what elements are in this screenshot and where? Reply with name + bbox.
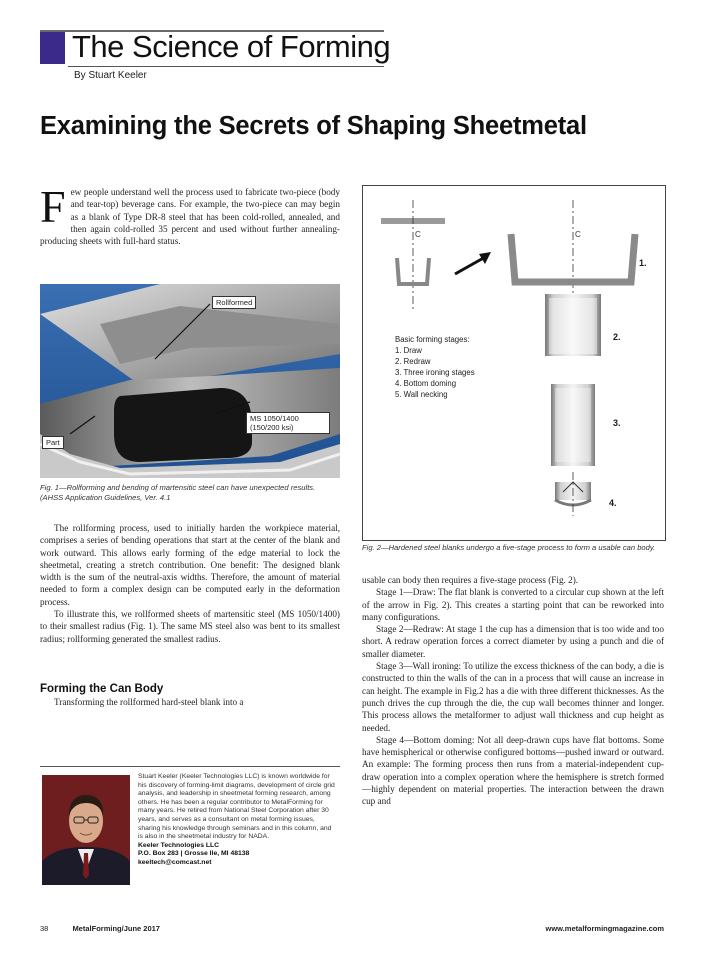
right-body bbox=[362, 574, 664, 808]
section-title: The Science of Forming bbox=[72, 29, 391, 64]
rollformed-part-illustration bbox=[40, 284, 340, 478]
right-paragraph: Stage 2—Redraw: At stage 1 the cup has a dimension that is too wide and too short. A redraw operation forces a correct diameter by using a punch and die of smaller diameter. bbox=[362, 624, 664, 659]
page-number: 38 bbox=[40, 924, 49, 933]
stage-number-1: 1. bbox=[639, 258, 647, 268]
centerline-label-left: C bbox=[415, 230, 421, 239]
magazine-issue: MetalForming/June 2017 bbox=[72, 924, 160, 933]
author-portrait bbox=[42, 775, 130, 885]
left-paragraph: To illustrate this, we rollformed sheets of martensitic steel (MS 1050/1400) to their smallest radius (Fig. 1). The same MS steel also was bent to its smallest radius; rollforming generated the smallest radius. bbox=[40, 609, 340, 644]
callout-rollformed: Rollformed bbox=[212, 296, 256, 309]
centerline-label-right: C bbox=[575, 230, 581, 239]
footer-url[interactable]: www.metalformingmagazine.com bbox=[545, 924, 664, 933]
right-paragraph: Stage 1—Draw: The flat blank is converted to a circular cup shown at the left of the arrow in Fig. 2). This creates a starting point that can be reworked into many configurations. bbox=[362, 587, 664, 622]
article-headline: Examining the Secrets of Shaping Sheetmetal bbox=[40, 112, 587, 140]
right-paragraph: Stage 4—Bottom doming: Not all deep-drawn cups have flat bottoms. Some have hemispherical or otherwise configured bottoms—pushed inward or outward. An example: The forming process then runs from a material-independent cup-draw operation into a complex operation where the hemisphere is stretch formed—highly dependent on material properties. The interaction between the drawn cup and bbox=[362, 734, 664, 807]
stage-item: 5. Wall necking bbox=[395, 390, 448, 399]
author-email[interactable]: keeltech@comcast.net bbox=[138, 858, 212, 866]
byline: By Stuart Keeler bbox=[74, 70, 147, 81]
figure-2-caption: Fig. 2—Hardened steel blanks undergo a five-stage process to form a usable can body. bbox=[362, 543, 656, 552]
figure-2-diagram bbox=[362, 185, 666, 541]
author-bio: Stuart Keeler (Keeler Technologies LLC) is known worldwide for his discovery of forming-limit diagrams, development of circle grid analysis, and leadership in sheetmetal forming research, among others. He has been a regular contributor to MetalForming for many years. He retired from National Steel Corporation after 30 years, and serves as a consultant on metal forming issues, sharing his knowledge through seminars and in this column, and is also in the sheetmetal industry for NADA. bbox=[138, 773, 335, 841]
right-paragraph: usable can body then requires a five-stage process (Fig. 2). bbox=[362, 575, 579, 585]
lead-paragraph bbox=[40, 181, 340, 247]
footer-left bbox=[40, 924, 160, 933]
stage-item: 1. Draw bbox=[395, 346, 422, 355]
lead-text: ew people understand well the process used to fabricate two-piece (body and tear-top) beverage cans. For example, the two-piece can may begin as a blank of Type DR-8 steel that has been cold-rolled, annealed, and then again cold-rolled 35 percent and used without further annealing-producing sheets with full-hard status. bbox=[40, 187, 340, 247]
drop-cap: F bbox=[40, 181, 66, 232]
left-body-2 bbox=[40, 696, 340, 708]
forming-stages-list bbox=[395, 334, 475, 400]
header-underline bbox=[68, 66, 384, 67]
left-paragraph: The rollforming process, used to initially harden the workpiece material, comprises a series of bending operations that start at the center of the blank and work outward. This allows early forming of the edge material to lock the sheetmetal, creating a stretch contribution. One benefit: The designed blank width is the sum of the neutral-axis widths. Therefore, the amount of material needed to form a complex design can be computed early in the deformation process. bbox=[40, 523, 340, 607]
callout-ms-grade bbox=[246, 412, 330, 434]
callout-part: Part bbox=[42, 436, 64, 449]
right-paragraph: Stage 3—Wall ironing: To utilize the excess thickness of the can body, a die is constructed to thin the walls of the can in a process that will cause an increase in can height. The example in Fig.2 has a die with three different thicknesses. As the punch drives the cup through the die, the cup wall becomes thinner and longer. This process allows the metalformer to adjust wall thickness and cup height as needed. bbox=[362, 661, 664, 733]
author-photo bbox=[42, 775, 130, 885]
subhead: Forming the Can Body bbox=[40, 683, 164, 695]
stage-item: 2. Redraw bbox=[395, 357, 431, 366]
stage-number-3: 3. bbox=[613, 418, 621, 428]
callout-ms-line1: MS 1050/1400 bbox=[250, 414, 299, 423]
callout-ms-line2: (150/200 ksi) bbox=[250, 423, 294, 432]
stage-item: 4. Bottom doming bbox=[395, 379, 457, 388]
stage-item: 3. Three ironing stages bbox=[395, 368, 475, 377]
author-bio-box bbox=[40, 766, 340, 893]
section-color-block bbox=[40, 32, 65, 64]
author-company: Keeler Technologies LLC bbox=[138, 841, 220, 849]
author-address: P.O. Box 283 | Grosse Ile, MI 48138 bbox=[138, 850, 250, 858]
stages-list-title: Basic forming stages: bbox=[395, 335, 470, 344]
figure-1-caption: Fig. 1—Rollforming and bending of martensitic steel can have unexpected results. (AHSS Application Guidelines, Ver. 4.1 bbox=[40, 483, 316, 502]
stage-number-4: 4. bbox=[609, 498, 617, 508]
figure-1-photo bbox=[40, 284, 340, 478]
author-bio-text bbox=[138, 773, 338, 868]
stage-number-2: 2. bbox=[613, 332, 621, 342]
left-paragraph: Transforming the rollformed hard-steel blank into a bbox=[54, 697, 244, 707]
left-body bbox=[40, 522, 340, 645]
